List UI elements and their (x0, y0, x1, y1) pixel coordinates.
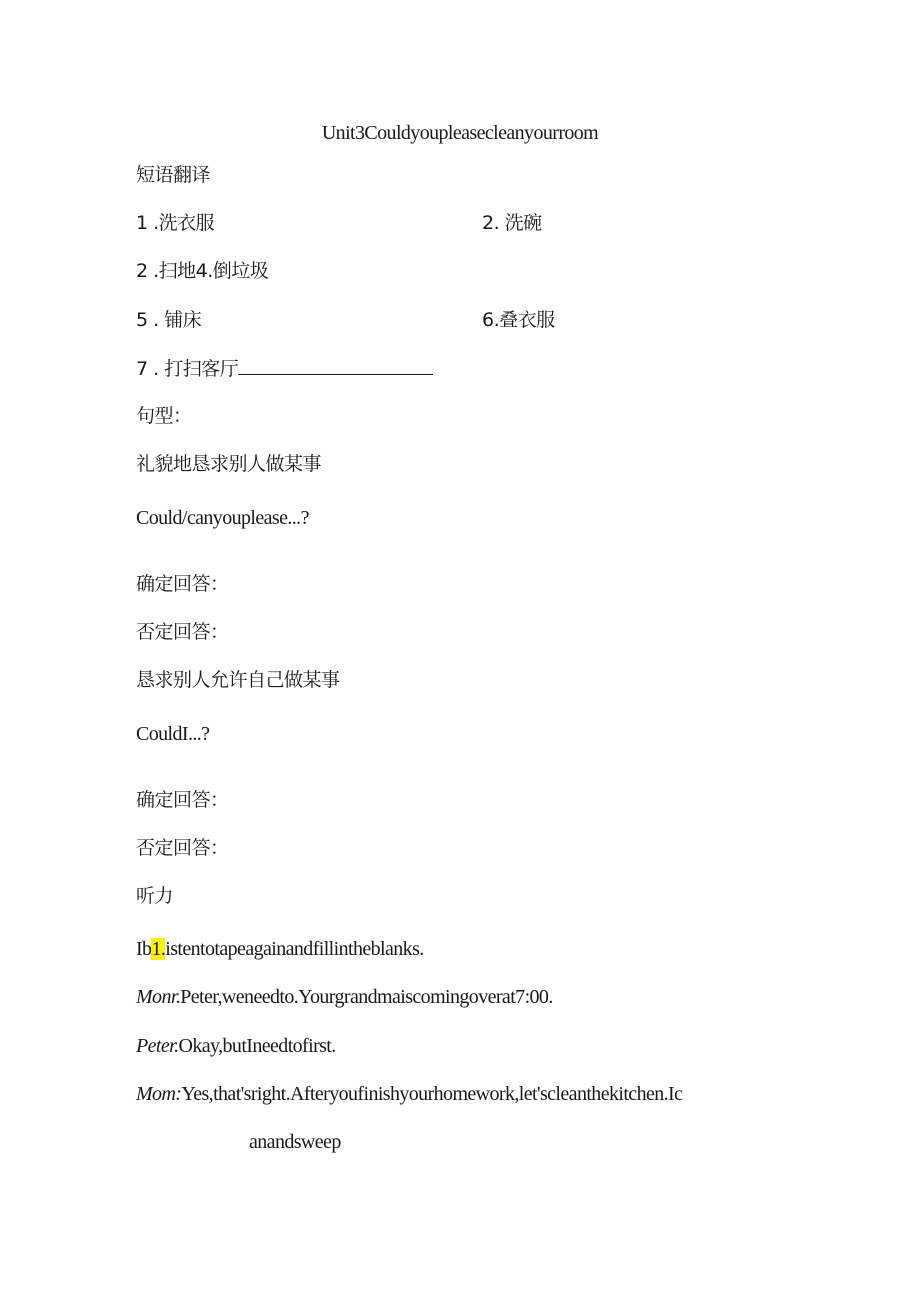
phrase-item-1: 1 .洗衣服 (136, 212, 215, 234)
speaker-peter: Peter. (136, 1035, 179, 1057)
phrase-item-7: 7 . 打扫客厅 (136, 358, 239, 380)
sentence-section-heading: 句型： (136, 405, 192, 427)
listening-instruction (136, 937, 424, 961)
negative-answer-1: 否定回答： (136, 621, 229, 643)
dialogue-text-3: Yes,that'sright.Afteryoufinishyourhomework,let'scleanthekitchen.Ic (181, 1083, 683, 1105)
highlighted-number: 1. (151, 938, 166, 960)
dialogue-line-4: anandsweep (249, 1131, 341, 1153)
dialogue-text-1: Peter,weneedto.Yourgrandmaiscomingoverat7:00. (180, 986, 553, 1008)
dialogue-line-2 (136, 1034, 336, 1058)
phrase-item-2: 2. 洗碗 (482, 212, 542, 234)
instruction-text: istentotapeagainandfillintheblanks. (165, 938, 424, 960)
phrase-row-1 (136, 211, 736, 235)
phrase-item-6: 6.叠衣服 (482, 309, 555, 331)
dialogue-line-3 (136, 1082, 682, 1106)
phrase-row-3 (136, 308, 736, 332)
document-title: Unit3Couldyoupleasecleanyourroom (321, 122, 599, 144)
sentence-pattern-2: CouldI...? (136, 723, 210, 745)
dialogue-text-2: Okay,butIneedtofirst. (178, 1035, 336, 1057)
sentence-pattern-1: Could/canyouplease...? (136, 507, 309, 529)
permission-request-heading: 恳求别人允许自己做某事 (136, 669, 340, 691)
listening-section-heading: 听力 (136, 885, 174, 907)
dialogue-line-1 (136, 985, 553, 1009)
speaker-mom-2: Mom: (136, 1083, 182, 1105)
instruction-prefix: Ib (136, 938, 152, 960)
answer-blank (238, 356, 433, 375)
affirmative-answer-1: 确定回答： (136, 573, 229, 595)
negative-answer-2: 否定回答： (136, 837, 229, 859)
phrase-item-3-4: 2 .扫地4.倒垃圾 (136, 260, 269, 282)
speaker-mom-1: Monr. (136, 986, 181, 1008)
phrase-item-5: 5 . 铺床 (136, 309, 202, 331)
phrase-section-heading: 短语翻译 (136, 164, 211, 186)
polite-request-heading: 礼貌地恳求别人做某事 (136, 453, 322, 475)
affirmative-answer-2: 确定回答： (136, 789, 229, 811)
phrase-row-4 (136, 356, 433, 381)
